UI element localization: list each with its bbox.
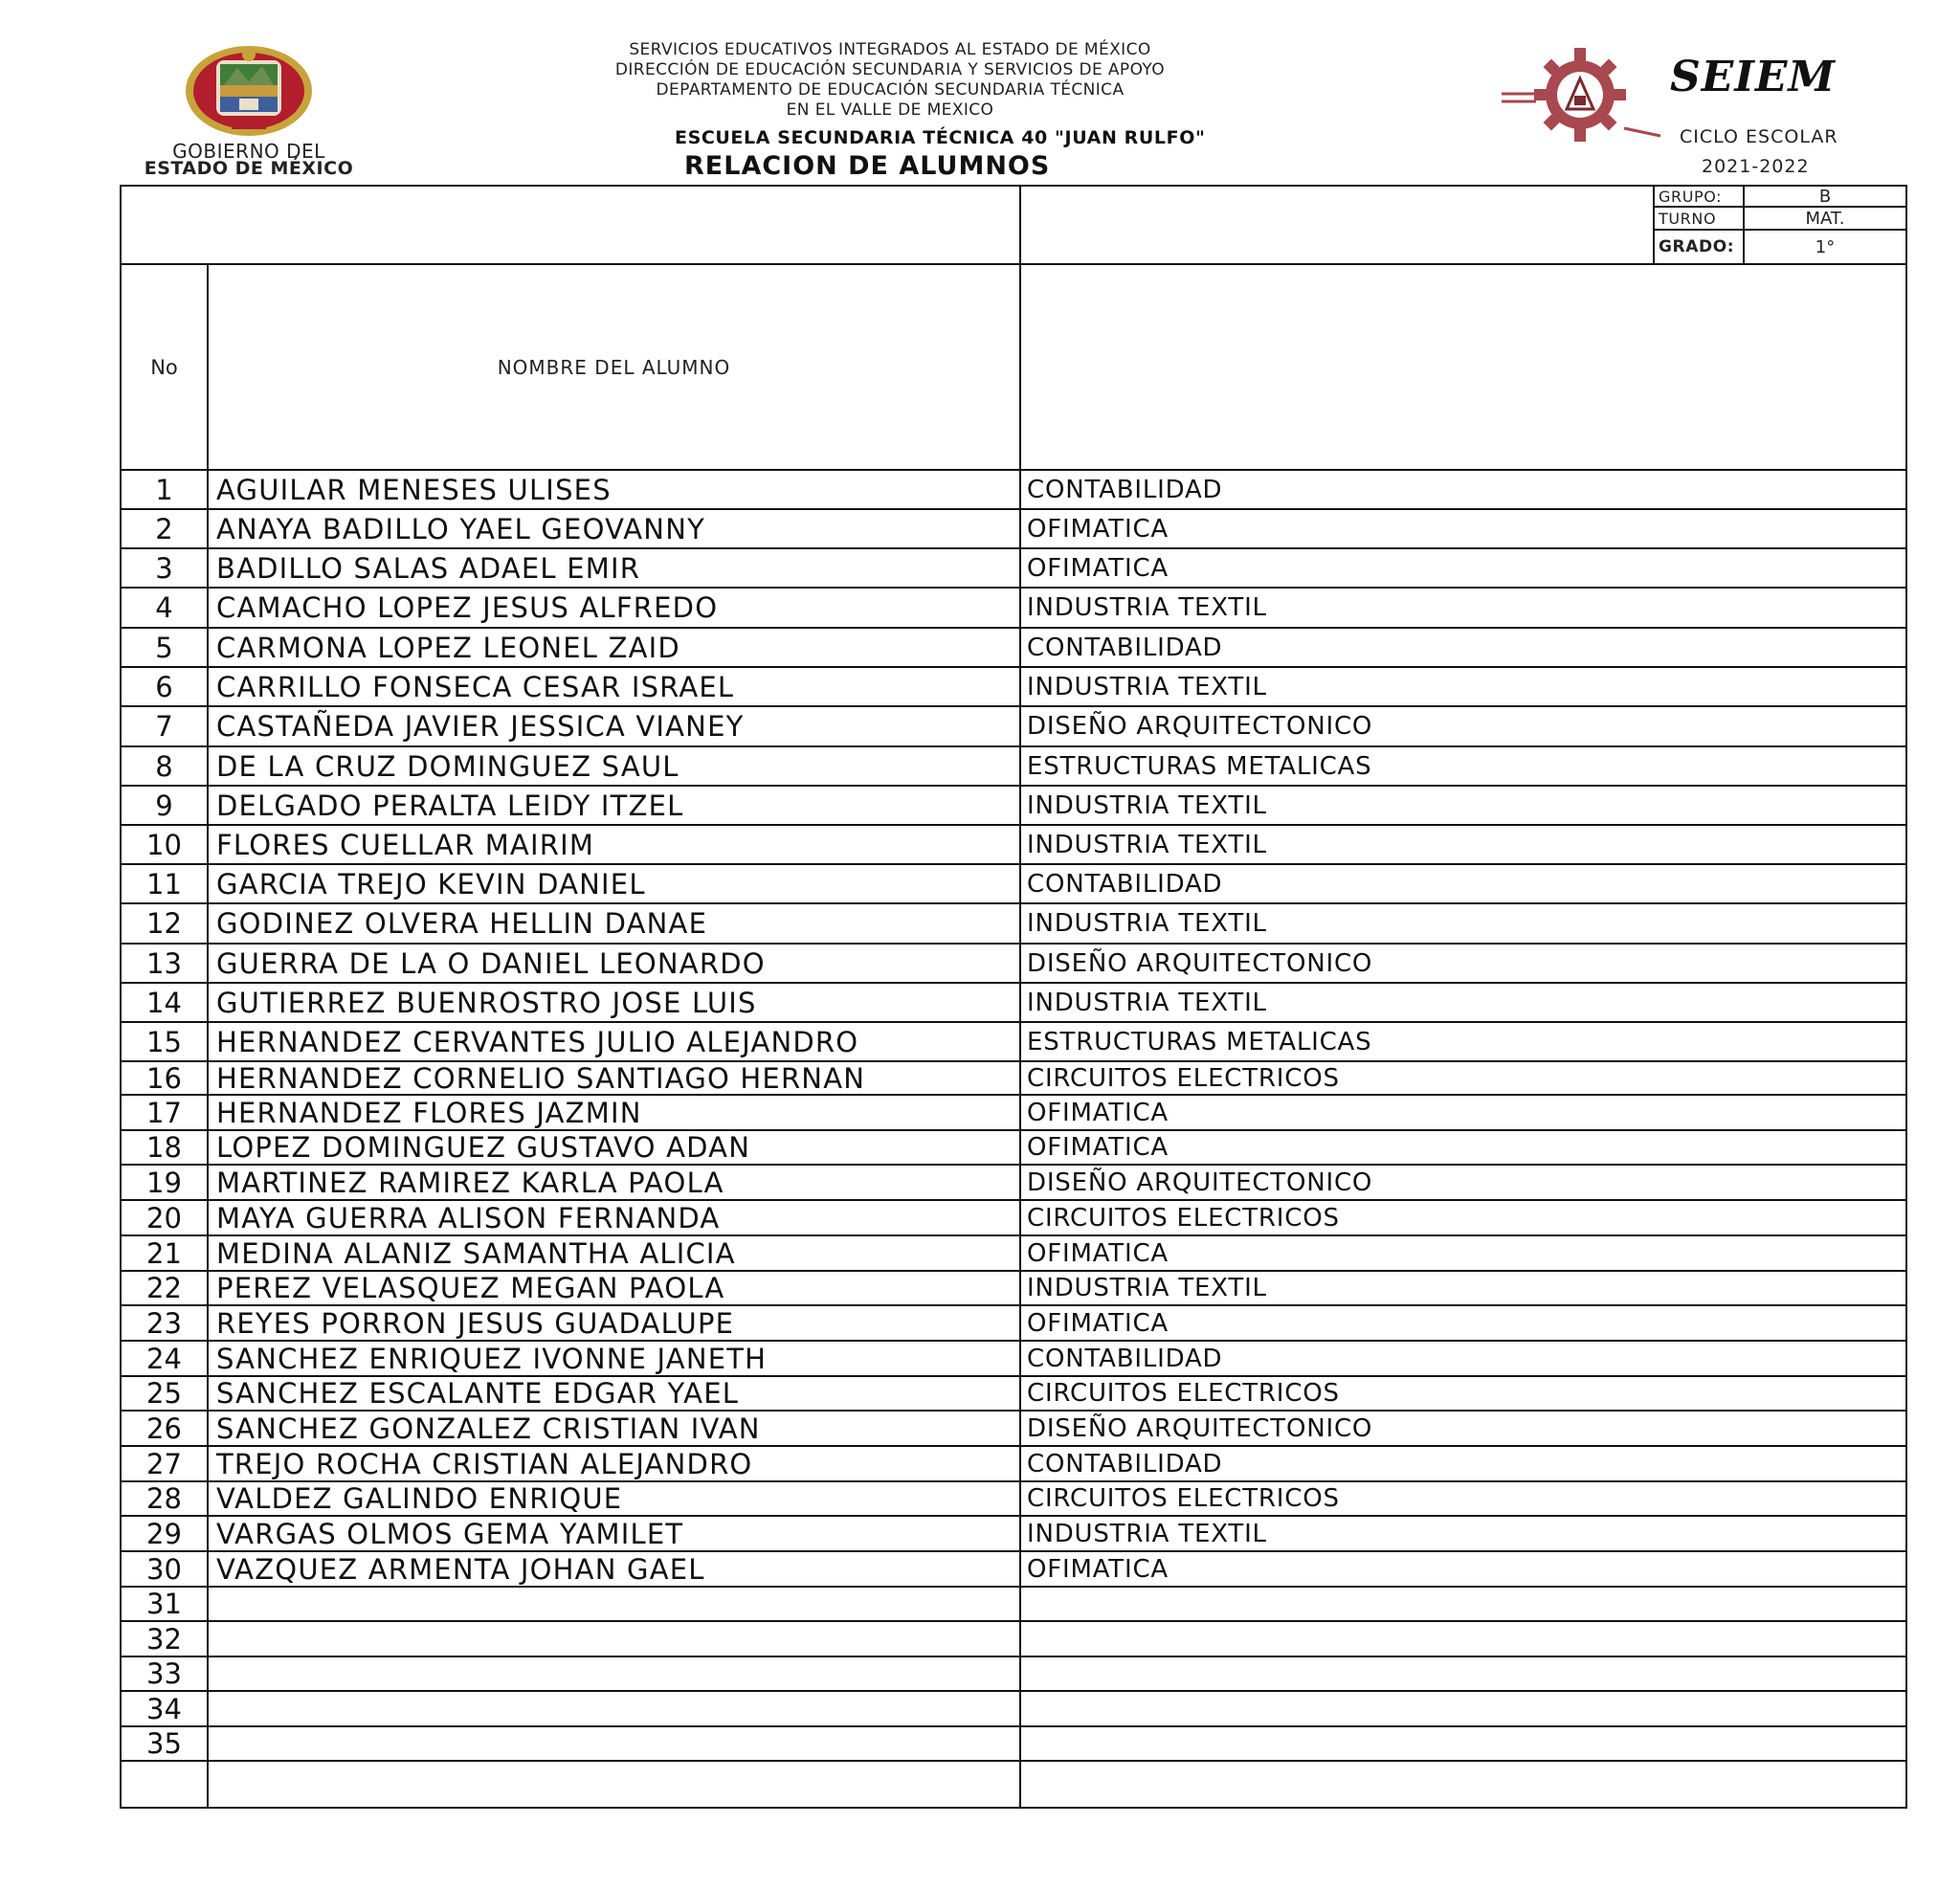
- row-number: 16: [146, 1062, 182, 1094]
- row-number: 6: [155, 670, 173, 703]
- student-name: BADILLO SALAS ADAEL EMIR: [216, 551, 641, 585]
- student-name: SANCHEZ ESCALANTE EDGAR YAEL: [216, 1377, 740, 1410]
- student-name: [209, 1588, 1027, 1620]
- row-number: 15: [146, 1025, 182, 1058]
- institution-line-1: SERVICIOS EDUCATIVOS INTEGRADOS AL ESTADO DE MÉXICO: [629, 40, 1151, 59]
- student-name: SANCHEZ GONZALEZ CRISTIAN IVAN: [216, 1412, 761, 1445]
- technology-workshop: [1021, 1692, 1911, 1725]
- institution-line-4: EN EL VALLE DE MEXICO: [786, 100, 994, 120]
- row-number: 7: [155, 710, 173, 743]
- seiem-wordmark: SEIEM: [1670, 53, 1837, 101]
- gov-caption-line1: GOBIERNO DEL: [172, 140, 325, 163]
- row-number: 18: [146, 1131, 182, 1164]
- report-title: RELACION DE ALUMNOS: [684, 151, 1051, 181]
- row-number: 8: [155, 749, 173, 783]
- student-name: MEDINA ALANIZ SAMANTHA ALICIA: [216, 1236, 736, 1270]
- technology-workshop: INDUSTRIA TEXTIL: [1027, 830, 1267, 859]
- row-number: 20: [146, 1201, 182, 1234]
- technology-workshop: DISEÑO ARQUITECTONICO: [1027, 1167, 1373, 1197]
- column-header-no: No: [150, 355, 178, 379]
- row-number: 4: [155, 591, 173, 624]
- row-number: 34: [146, 1692, 182, 1725]
- row-number: 17: [146, 1096, 182, 1129]
- technology-workshop: CIRCUITOS ELECTRICOS: [1027, 1203, 1340, 1233]
- student-name: TREJO ROCHA CRISTIAN ALEJANDRO: [216, 1447, 753, 1480]
- student-name: CARMONA LOPEZ LEONEL ZAID: [216, 631, 680, 664]
- technology-workshop: INDUSTRIA TEXTIL: [1027, 672, 1267, 701]
- grupo-value: B: [1818, 187, 1832, 207]
- row-number: 28: [146, 1482, 182, 1515]
- student-name: MARTINEZ RAMIREZ KARLA PAOLA: [216, 1166, 724, 1199]
- row-number: [122, 1762, 207, 1807]
- student-name: SANCHEZ ENRIQUEZ IVONNE JANETH: [216, 1342, 768, 1375]
- row-number: 22: [146, 1272, 182, 1304]
- technology-workshop: OFIMATICA: [1027, 514, 1169, 544]
- student-name: GARCIA TREJO KEVIN DANIEL: [216, 867, 646, 901]
- row-number: 23: [146, 1306, 182, 1340]
- student-name: [209, 1622, 1027, 1656]
- row-number: 1: [155, 473, 173, 506]
- row-number: 33: [146, 1657, 182, 1690]
- grado-label: GRADO:: [1659, 237, 1735, 256]
- technology-workshop: OFIMATICA: [1027, 1308, 1169, 1338]
- technology-workshop: [1021, 1727, 1911, 1760]
- technology-workshop: DISEÑO ARQUITECTONICO: [1027, 1413, 1373, 1443]
- student-name: HERNANDEZ FLORES JAZMIN: [216, 1096, 642, 1129]
- row-number: 31: [146, 1588, 182, 1620]
- row-number: 29: [146, 1517, 182, 1550]
- technology-workshop: CONTABILIDAD: [1027, 1449, 1223, 1479]
- student-name: LOPEZ DOMINGUEZ GUSTAVO ADAN: [216, 1131, 751, 1164]
- institution-line-3: DEPARTAMENTO DE EDUCACIÓN SECUNDARIA TÉCNICA: [656, 80, 1125, 100]
- technology-workshop: [1021, 1588, 1911, 1620]
- technology-workshop: DISEÑO ARQUITECTONICO: [1027, 948, 1373, 978]
- technology-workshop: OFIMATICA: [1027, 1554, 1169, 1584]
- technology-workshop: CIRCUITOS ELECTRICOS: [1027, 1379, 1340, 1408]
- row-number: 10: [146, 828, 182, 861]
- student-name: VAZQUEZ ARMENTA JOHAN GAEL: [216, 1552, 705, 1586]
- technology-workshop: OFIMATICA: [1027, 1133, 1169, 1162]
- ciclo-escolar-label: CICLO ESCOLAR: [1680, 126, 1838, 147]
- student-name: GUERRA DE LA O DANIEL LEONARDO: [216, 946, 766, 980]
- technology-workshop: INDUSTRIA TEXTIL: [1027, 988, 1267, 1017]
- row-number: 25: [146, 1377, 182, 1410]
- student-name: CARRILLO FONSECA CESAR ISRAEL: [216, 670, 735, 703]
- technology-workshop: CIRCUITOS ELECTRICOS: [1027, 1484, 1340, 1513]
- technology-workshop: [1021, 1622, 1911, 1656]
- technology-workshop: [1021, 1762, 1911, 1807]
- student-name: REYES PORRON JESUS GUADALUPE: [216, 1306, 735, 1340]
- student-name: FLORES CUELLAR MAIRIM: [216, 828, 595, 861]
- row-number: 21: [146, 1236, 182, 1270]
- technology-workshop: OFIMATICA: [1027, 553, 1169, 583]
- student-name: PEREZ VELASQUEZ MEGAN PAOLA: [216, 1272, 725, 1304]
- technology-workshop: INDUSTRIA TEXTIL: [1027, 1274, 1267, 1302]
- student-name: HERNANDEZ CERVANTES JULIO ALEJANDRO: [216, 1025, 859, 1058]
- student-name: CAMACHO LOPEZ JESUS ALFREDO: [216, 591, 719, 624]
- row-number: 12: [146, 907, 182, 940]
- grupo-label: GRUPO:: [1659, 188, 1723, 206]
- row-number: 26: [146, 1412, 182, 1445]
- turno-label: TURNO: [1659, 210, 1717, 228]
- row-number: 13: [146, 946, 182, 980]
- row-number: 24: [146, 1342, 182, 1375]
- row-number: 11: [146, 867, 182, 901]
- technology-workshop: ESTRUCTURAS METALICAS: [1027, 751, 1372, 781]
- row-number: 3: [155, 551, 173, 585]
- student-name: AGUILAR MENESES ULISES: [216, 473, 612, 506]
- student-name: GUTIERREZ BUENROSTRO JOSE LUIS: [216, 986, 757, 1019]
- institution-line-2: DIRECCIÓN DE EDUCACIÓN SECUNDARIA Y SERVICIOS DE APOYO: [614, 60, 1166, 79]
- technology-workshop: CONTABILIDAD: [1027, 475, 1223, 504]
- technology-workshop: CONTABILIDAD: [1027, 869, 1223, 899]
- student-name: DELGADO PERALTA LEIDY ITZEL: [216, 789, 684, 822]
- row-number: 2: [155, 512, 173, 545]
- column-header-student-name: NOMBRE DEL ALUMNO: [497, 355, 731, 379]
- technology-workshop: CONTABILIDAD: [1027, 633, 1223, 662]
- row-number: 32: [146, 1622, 182, 1656]
- school-name: ESCUELA SECUNDARIA TÉCNICA 40 "JUAN RULFO": [675, 127, 1206, 148]
- technology-workshop: DISEÑO ARQUITECTONICO: [1027, 712, 1373, 741]
- student-name: [209, 1762, 1027, 1807]
- technology-workshop: INDUSTRIA TEXTIL: [1027, 593, 1267, 622]
- row-number: 30: [146, 1552, 182, 1586]
- technology-workshop: ESTRUCTURAS METALICAS: [1027, 1027, 1372, 1056]
- technology-workshop: OFIMATICA: [1027, 1238, 1169, 1268]
- student-name: VARGAS OLMOS GEMA YAMILET: [216, 1517, 684, 1550]
- student-name: GODINEZ OLVERA HELLIN DANAE: [216, 907, 708, 940]
- row-number: 14: [146, 986, 182, 1019]
- row-number: 35: [146, 1727, 182, 1760]
- technology-workshop: CIRCUITOS ELECTRICOS: [1027, 1063, 1340, 1093]
- student-name: CASTAÑEDA JAVIER JESSICA VIANEY: [216, 710, 745, 743]
- technology-workshop: INDUSTRIA TEXTIL: [1027, 909, 1267, 938]
- student-name: HERNANDEZ CORNELIO SANTIAGO HERNAN: [216, 1062, 866, 1094]
- gov-caption-line2: ESTADO DE MÉXICO: [144, 158, 354, 179]
- technology-workshop: OFIMATICA: [1027, 1098, 1169, 1127]
- student-name: [209, 1727, 1027, 1760]
- grado-value: 1°: [1815, 236, 1836, 257]
- student-name: DE LA CRUZ DOMINGUEZ SAUL: [216, 749, 679, 783]
- technology-workshop: CONTABILIDAD: [1027, 1344, 1223, 1373]
- student-name: [209, 1657, 1027, 1690]
- ciclo-escolar-value: 2021-2022: [1702, 156, 1810, 177]
- technology-workshop: [1021, 1657, 1911, 1690]
- technology-workshop: INDUSTRIA TEXTIL: [1027, 1519, 1267, 1548]
- turno-value: MAT.: [1805, 209, 1845, 229]
- student-name: MAYA GUERRA ALISON FERNANDA: [216, 1201, 721, 1234]
- row-number: 27: [146, 1447, 182, 1480]
- row-number: 9: [155, 789, 173, 822]
- row-number: 5: [155, 631, 173, 664]
- student-name: [209, 1692, 1027, 1725]
- technology-workshop: INDUSTRIA TEXTIL: [1027, 790, 1267, 820]
- student-name: ANAYA BADILLO YAEL GEOVANNY: [216, 512, 706, 545]
- student-name: VALDEZ GALINDO ENRIQUE: [216, 1482, 623, 1515]
- row-number: 19: [146, 1166, 182, 1199]
